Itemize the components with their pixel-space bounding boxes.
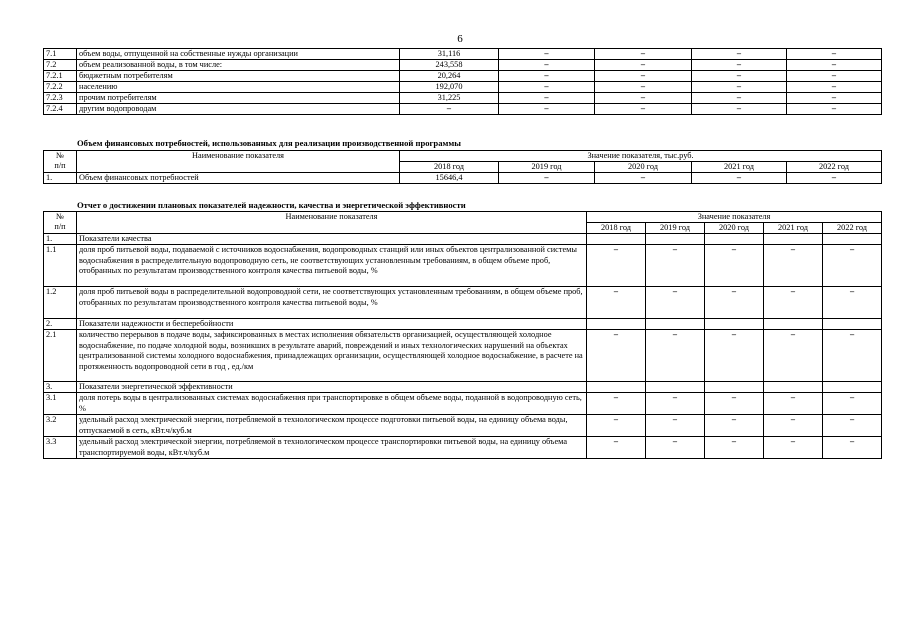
value-2022: – xyxy=(823,330,882,382)
header-number-line1: № xyxy=(56,151,64,160)
table-row xyxy=(44,60,882,71)
value-2020: – xyxy=(595,49,692,60)
header-number xyxy=(44,151,77,173)
value-2021: – xyxy=(692,93,787,104)
group-number: 3. xyxy=(44,382,77,393)
table-row xyxy=(44,82,882,93)
value-2019: – xyxy=(499,93,595,104)
performance-indicators-table xyxy=(43,211,882,459)
value-2022: – xyxy=(787,173,882,184)
row-number: 1.1 xyxy=(44,245,77,287)
value-2018: 31,116 xyxy=(400,49,499,60)
value-2018: 31,225 xyxy=(400,93,499,104)
value-2021: – xyxy=(692,173,787,184)
value-2018: 243,558 xyxy=(400,60,499,71)
value-2020: – xyxy=(595,71,692,82)
header-name: Наименование показателя xyxy=(77,151,400,173)
table-row xyxy=(44,173,882,184)
value-2021: – xyxy=(764,245,823,287)
group-name: Показатели энергетической эффективности xyxy=(77,382,587,393)
value-2019: – xyxy=(499,173,595,184)
value-2018: – xyxy=(587,330,646,382)
table-row xyxy=(44,393,882,415)
value-2022: – xyxy=(823,415,882,437)
row-name: прочим потребителям xyxy=(77,93,400,104)
table-row xyxy=(44,104,882,115)
group-number: 2. xyxy=(44,319,77,330)
value-2018: – xyxy=(587,437,646,459)
header-year: 2018 год xyxy=(400,162,499,173)
value-2020: – xyxy=(705,393,764,415)
value-2018: – xyxy=(400,104,499,115)
value-2018: 20,264 xyxy=(400,71,499,82)
value-2020: – xyxy=(705,287,764,319)
table-row xyxy=(44,245,882,287)
value-2021: – xyxy=(692,71,787,82)
row-number: 7.2.2 xyxy=(44,82,77,93)
value-2022: – xyxy=(787,60,882,71)
row-number: 1.2 xyxy=(44,287,77,319)
group-row xyxy=(44,234,882,245)
row-number: 7.1 xyxy=(44,49,77,60)
value-2019: – xyxy=(499,104,595,115)
value-2021: – xyxy=(764,393,823,415)
header-year: 2018 год xyxy=(587,223,646,234)
header-year: 2021 год xyxy=(764,223,823,234)
row-number: 7.2.1 xyxy=(44,71,77,82)
value-2022: – xyxy=(787,104,882,115)
value-2020: – xyxy=(705,330,764,382)
row-name: объем реализованной воды, в том числе: xyxy=(77,60,400,71)
value-2022: – xyxy=(823,393,882,415)
header-year: 2022 год xyxy=(787,162,882,173)
value-2022: – xyxy=(823,245,882,287)
value-2020: – xyxy=(705,245,764,287)
row-text: удельный расход электрической энергии, потребляемой в технологическом процессе подготовки питьевой воды, на единицу объема воды, отпускаемой в сеть, кВт.ч/куб.м xyxy=(77,415,587,437)
row-number: 2.1 xyxy=(44,330,77,382)
header-name: Наименование показателя xyxy=(77,212,587,234)
group-number: 1. xyxy=(44,234,77,245)
financial-needs-title: Объем финансовых потребностей, использованных для реализации производственной программы xyxy=(77,138,461,148)
row-number: 3.3 xyxy=(44,437,77,459)
table-row xyxy=(44,49,882,60)
value-2021: – xyxy=(764,330,823,382)
value-2018: 192,070 xyxy=(400,82,499,93)
header-number-line2: п/п xyxy=(54,222,66,231)
row-number: 7.2.4 xyxy=(44,104,77,115)
value-2021: – xyxy=(692,104,787,115)
value-2020: – xyxy=(595,93,692,104)
value-2020: – xyxy=(595,104,692,115)
row-number: 7.2.3 xyxy=(44,93,77,104)
value-2019: – xyxy=(646,437,705,459)
value-2022: – xyxy=(823,437,882,459)
header-year: 2021 год xyxy=(692,162,787,173)
row-text: удельный расход электрической энергии, потребляемой в технологическом процессе транспортировки питьевой воды, на единицу объема транспортируемой воды, кВт.ч/куб.м xyxy=(77,437,587,459)
group-name: Показатели надежности и бесперебойности xyxy=(77,319,587,330)
header-year: 2019 год xyxy=(646,223,705,234)
water-volume-table xyxy=(43,48,882,115)
header-number-line2: п/п xyxy=(54,161,66,170)
row-number: 3.2 xyxy=(44,415,77,437)
value-2018: – xyxy=(587,245,646,287)
value-2018: – xyxy=(587,393,646,415)
group-row xyxy=(44,382,882,393)
row-number: 7.2 xyxy=(44,60,77,71)
value-2018: 15646,4 xyxy=(400,173,499,184)
row-name: населению xyxy=(77,82,400,93)
row-number: 3.1 xyxy=(44,393,77,415)
value-2020: – xyxy=(595,60,692,71)
value-2019: – xyxy=(646,393,705,415)
group-row xyxy=(44,319,882,330)
row-name: бюджетным потребителям xyxy=(77,71,400,82)
page-number: 6 xyxy=(457,33,463,45)
value-2019: – xyxy=(646,287,705,319)
value-2019: – xyxy=(499,82,595,93)
table-row xyxy=(44,93,882,104)
value-2022: – xyxy=(787,82,882,93)
header-row xyxy=(44,151,882,162)
header-year: 2020 год xyxy=(595,162,692,173)
header-number-line1: № xyxy=(56,212,64,221)
value-2019: – xyxy=(646,415,705,437)
value-2020: – xyxy=(705,415,764,437)
value-2019: – xyxy=(499,60,595,71)
row-name: Объем финансовых потребностей xyxy=(77,173,400,184)
row-text: доля проб питьевой воды в распределительной водопроводной сети, не соответствующих установленным требованиям, в общем объеме проб, отобранных по результатам производственного контроля качества питьевой воды, % xyxy=(77,287,587,319)
header-year: 2022 год xyxy=(823,223,882,234)
row-text: доля проб питьевой воды, подаваемой с источников водоснабжения, водопроводных станций или иных объектов централизованной системы водоснабжения в распределительную водопроводную сеть, не соответствующих установленным требованиям, в общем объеме проб, отобранных по результатам производственного контроля качества питьевой воды, % xyxy=(77,245,587,287)
row-name: объем воды, отпущенной на собственные нужды организации xyxy=(77,49,400,60)
value-2022: – xyxy=(787,71,882,82)
value-2019: – xyxy=(646,330,705,382)
value-2019: – xyxy=(646,245,705,287)
value-2021: – xyxy=(692,49,787,60)
table-row xyxy=(44,330,882,382)
header-year: 2019 год xyxy=(499,162,595,173)
value-2022: – xyxy=(823,287,882,319)
performance-report-title: Отчет о достижении плановых показателей надежности, качества и энергетической эффективности xyxy=(77,200,466,210)
table-row xyxy=(44,287,882,319)
value-2021: – xyxy=(764,415,823,437)
table-row xyxy=(44,415,882,437)
value-2022: – xyxy=(787,49,882,60)
value-2021: – xyxy=(692,82,787,93)
value-2019: – xyxy=(499,49,595,60)
row-name: другим водопроводам xyxy=(77,104,400,115)
value-2022: – xyxy=(787,93,882,104)
value-2021: – xyxy=(764,437,823,459)
group-name: Показатели качества xyxy=(77,234,587,245)
value-2018: – xyxy=(587,415,646,437)
value-2019: – xyxy=(499,71,595,82)
header-number xyxy=(44,212,77,234)
header-value: Значение показателя xyxy=(587,212,882,223)
header-value: Значение показателя, тыс.руб. xyxy=(400,151,882,162)
table-row xyxy=(44,71,882,82)
table-row xyxy=(44,437,882,459)
row-text: доля потерь воды в централизованных системах водоснабжения при транспортировке в общем объеме воды, поданной в водопроводную сеть, % xyxy=(77,393,587,415)
header-row xyxy=(44,212,882,223)
row-number: 1. xyxy=(44,173,77,184)
row-text: количество перерывов в подаче воды, зафиксированных в местах исполнения обязательств организацией, осуществляющей холодное водоснабжение, по подаче холодной воды, возникших в результате аварий, повреждений и иных технологических нарушений на объектах централизованной системы холодного водоснабжения, принадлежащих организации, осуществляющей холодное водоснабжение, в расчете на протяженность водопроводной сети в год , ед./км xyxy=(77,330,587,382)
header-year: 2020 год xyxy=(705,223,764,234)
financial-needs-table xyxy=(43,150,882,184)
value-2018: – xyxy=(587,287,646,319)
value-2021: – xyxy=(764,287,823,319)
value-2021: – xyxy=(692,60,787,71)
value-2020: – xyxy=(595,173,692,184)
value-2020: – xyxy=(705,437,764,459)
value-2020: – xyxy=(595,82,692,93)
